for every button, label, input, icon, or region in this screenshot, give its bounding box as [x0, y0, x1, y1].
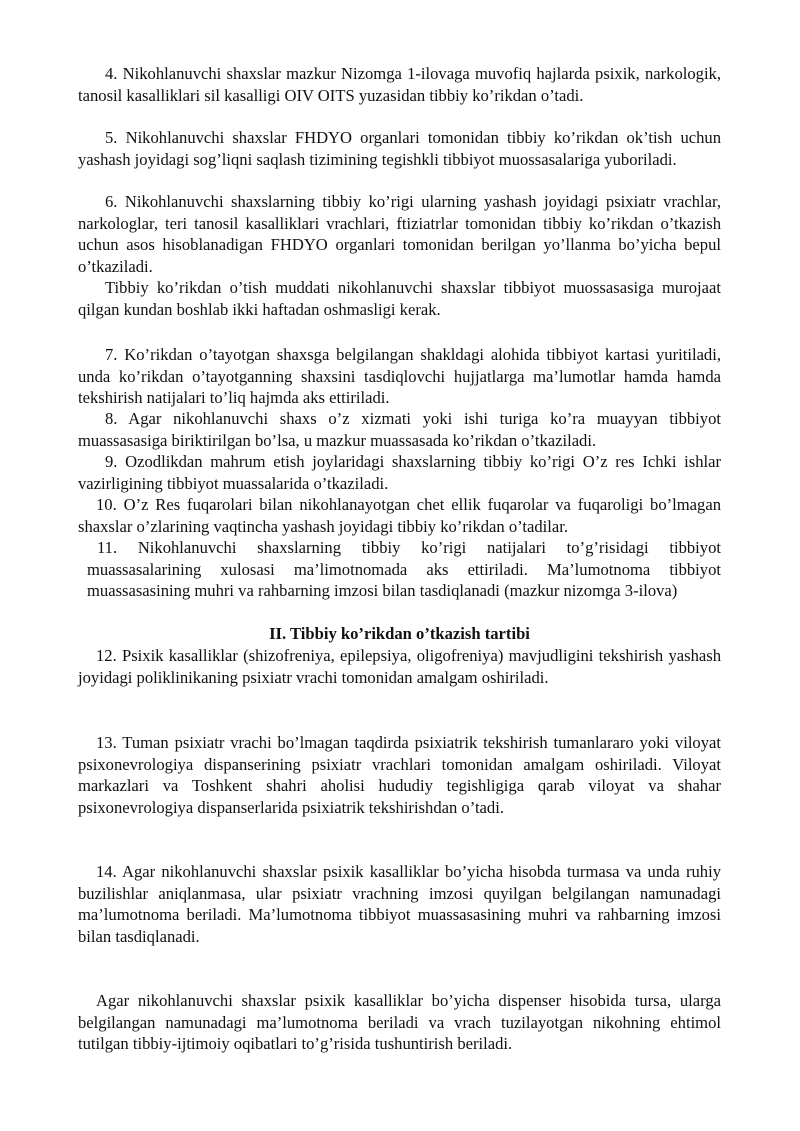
paragraph-14: 14. Agar nikohlanuvchi shaxslar psixik kasalliklar bo’yicha hisobda turmasa va unda ruhiy buzilishlar aniqlanmasa, ular psixiatr vrachning imzosi quyilgan belgilangan namunadagi ma’lumotnoma beriladi. Ma’lumotnoma tibbiyot muassasasining muhri va rahbarning imzosi bilan tasdiqlanadi. — [78, 862, 721, 946]
paragraph-11: 11. Nikohlanuvchi shaxslarning tibbiy ko’rigi natijalari to’g’risidagi tibbiyot muassasalarining xulosasi ma’limotnomada aks ettiriladi. Ma’lumotnoma tibbiyot muassasasining muhri va rahbarning imzosi bilan tasdiqlanadi (mazkur nizomga 3-ilova) — [87, 538, 721, 600]
paragraph-7: 7. Ko’rikdan o’tayotgan shaxsga belgilangan shakldagi alohida tibbiyot kartasi yuritiladi, unda ko’rikdan o’tayotganning shaxsini tasdiqlovchi hujjatlarga ma’lumotlar hamda hamda tekshirish natijalari to’liq hajmda aks ettiriladi. — [78, 345, 721, 407]
paragraph-6-term: Tibbiy ko’rikdan o’tish muddati nikohlanuvchi shaxslar tibbiyot muossasasiga murojaat qilgan kundan boshlab ikki haftadan oshmasligi kerak. — [78, 278, 721, 319]
paragraph-15: Agar nikohlanuvchi shaxslar psixik kasalliklar bo’yicha dispenser hisobida tursa, ularga belgilangan namunadagi ma’lumotnoma beriladi va vrach tuzilayotgan nikohning ehtimol tutilgan tibbiy-ijtimoiy oqibatlari to’g’risida tushuntirish beriladi. — [78, 991, 721, 1053]
section-heading: II. Tibbiy ko’rikdan o’tkazish tartibi — [269, 624, 530, 643]
paragraph-4: 4. Nikohlanuvchi shaxslar mazkur Nizomga 1-ilovaga muvofiq hajlarda psixik, narkologik, tanosil kasalliklari sil kasalligi OIV OITS yuzasidan tibbiy ko’rikdan o’tadi. — [78, 64, 721, 105]
paragraph-12: 12. Psixik kasalliklar (shizofreniya, epilepsiya, oligofreniya) mavjudligini tekshirish yashash joyidagi poliklinikaning psixiatr vrachi tomonidan amalgam oshiriladi. — [78, 646, 721, 687]
paragraph-5: 5. Nikohlanuvchi shaxslar FHDYO organlari tomonidan tibbiy ko’rikdan ok’tish uchun yashash joyidagi sog’liqni saqlash tizimining tegishkli tibbiyot muossasalariga yuboriladi. — [78, 128, 721, 169]
paragraph-10: 10. O’z Res fuqarolari bilan nikohlanayotgan chet ellik fuqarolar va fuqaroligi bo’lmagan shaxslar o’zlarining vaqtincha yashash joyidagi tibbiy ko’rikdan o’tadilar. — [78, 495, 721, 536]
paragraph-9: 9. Ozodlikdan mahrum etish joylaridagi shaxslarning tibbiy ko’rigi O’z res Ichki ishlar vazirligining tibbiyot muassalarida o’tkaziladi. — [78, 452, 721, 493]
paragraph-6: 6. Nikohlanuvchi shaxslarning tibbiy ko’rigi ularning yashash joyidagi psixiatr vrachlar, narkologlar, teri tanosil kasalliklari vrachlari, ftiziatrlar tomonidan tibbiy ko’rikdan o’tkazish uchun asos hisoblanadigan FHDYO organlari tomonidan berilgan yo’llanma bo’yicha bepul o’tkaziladi. — [78, 192, 721, 276]
paragraph-13: 13. Tuman psixiatr vrachi bo’lmagan taqdirda psixiatrik tekshirish tumanlararo yoki viloyat psixonevrologiya dispanserining psixiatr vrachlari tomonidan amalgam oshiriladi. Viloyat markazlari va Toshkent shahri aholisi hududiy tegishligiga qarab viloyat va shahar psixonevrologiya dispanserlarida psixiatrik tekshirishdan o’tadi. — [78, 733, 721, 817]
paragraph-8: 8. Agar nikohlanuvchi shaxs o’z xizmati yoki ishi turiga ko’ra muayyan tibbiyot muassasasiga biriktirilgan bo’lsa, u mazkur muassasada ko’rikdan o’tkaziladi. — [78, 409, 721, 450]
